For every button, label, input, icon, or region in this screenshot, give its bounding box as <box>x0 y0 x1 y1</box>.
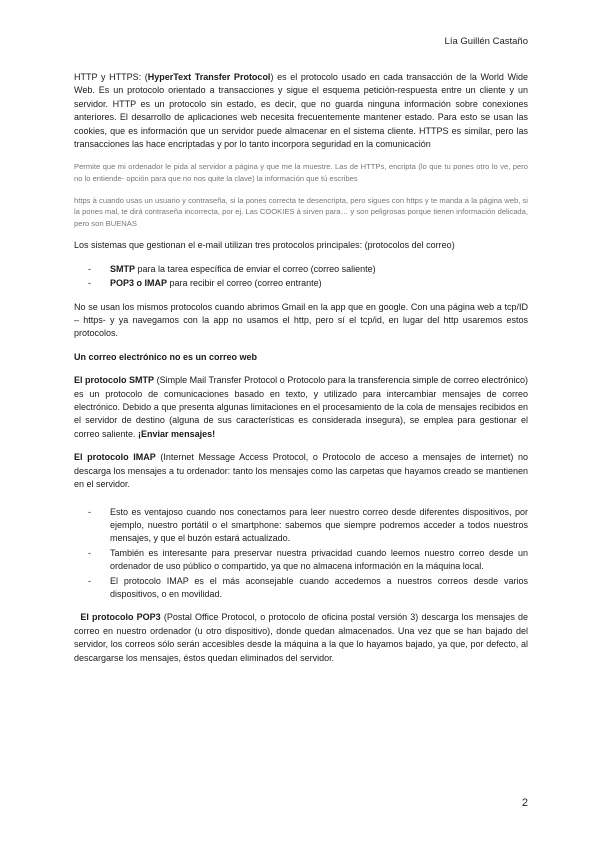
list-item: - Esto es ventajoso cuando nos conectamos para leer nuestro correo desde diferentes dispositivos, por ejemplo, nuestro portátil o el smartphone: sabemos que siempre podremos acceder a todos nuestros mensajes, y que el buzón estará actualizado. <box>74 506 528 546</box>
smtp-paragraph <box>74 374 528 441</box>
gmail-paragraph: No se usan los mismos protocolos cuando abrimos Gmail en la app que en google. Con una página web a tcp/ID – https- y ya navegamos con la app no usamos el http, pero sí el tcp/id, en lugar del http usaremos estos protocolos. <box>74 301 528 339</box>
header-author: Lía Guillén Castaño <box>444 36 528 47</box>
section-title: Un correo electrónico no es un correo web <box>74 351 258 362</box>
http-bold-term: HyperText Transfer Protocol <box>147 72 271 82</box>
imap-rest: (Internet Message Access Protocol, o Protocolo de acceso a mensajes de internet) no descarga los mensajes a tu ordenador: tanto los mensajes como las carpetas que hayamos creado se mantienen en el servidor. <box>74 452 529 490</box>
http-lead: HTTP y HTTPS: ( <box>74 72 148 82</box>
pop3-rest: (Postal Office Protocol, o protocolo de oficina postal versión 3) descarga los mensajes de correo en nuestro ordenador (u otro dispositivo), donde quedan almacenados. Una vez que se han bajado del servidor, los correos sólo serán accesibles desde la máquina a la que lo hayamos bajado, ya que, por defecto, al descargarse los mensajes, éstos quedan eliminados del servidor. <box>74 612 528 663</box>
list-item <box>74 263 528 276</box>
http-paragraph <box>74 71 528 151</box>
imap-advantages-list <box>74 506 528 602</box>
list-item-text: para recibir el correo (correo entrante) <box>167 278 322 289</box>
smtp-bold-term: El protocolo SMTP <box>74 375 155 386</box>
protocols-list <box>74 263 528 291</box>
list-item-text: para la tarea específica de enviar el correo (correo saliente) <box>135 263 376 274</box>
imap-paragraph <box>74 451 528 491</box>
email-protocols-intro: Los sistemas que gestionan el e-mail utilizan tres protocolos principales: (protocolos del correo) <box>74 240 455 251</box>
list-item: - También es interesante para preservar nuestra privacidad cuando leemos nuestro correo desde un ordenador de uso público o compartido, ya que no almacena información en la máquina local. <box>74 547 528 574</box>
smtp-rest: (Simple Mail Transfer Protocol o Protocolo para la transferencia simple de correo electrónico) es un protocolo de comunicaciones basado en texto, y utilizado para intercambiar mensajes de correo electrónico. Debido a que presenta algunas limitaciones en el procesamiento de la cola de mensajes recibidos en el servidor de destino (alguna de sus características es considerada insegura), se emplea para gestionar el correo saliente. <box>74 375 528 439</box>
list-item <box>74 277 528 290</box>
page-content <box>74 71 528 675</box>
note-paragraph-1: Permite que mi ordenador le pida al servidor a página y que me la muestre. Las de HTTPs, encripta (lo que tu pones otro lo ve, pero no lo entiende- opción para que no nos quite la clave) la información que tú escribes <box>74 162 528 184</box>
imap-bold-term: El protocolo IMAP <box>74 452 156 463</box>
list-item: - El protocolo IMAP es el más aconsejable cuando accedemos a nuestros correos desde varios dispositivos, o en movilidad. <box>74 575 528 602</box>
list-item-bold: POP3 o IMAP <box>110 278 168 289</box>
note-paragraph-2: https à cuando usas un usuario y contraseña, si la pones correcta te desencripta, pero sigues con https y te manda a la página web, si la pones mal, te dirá contraseña incorrecta, por ej. Las COOKIES à sirven para… y son peligrosas porque tienen información delicada, pero son BUENAS <box>74 195 528 228</box>
page-number: 2 <box>521 797 528 809</box>
pop3-bold-term: El protocolo POP3 <box>74 612 161 623</box>
list-item-bold: SMTP <box>110 263 136 274</box>
smtp-bold-end: ¡Enviar mensajes! <box>138 428 216 439</box>
http-rest: ) es el protocolo usado en cada transacción de la World Wide Web. Es un protocolo orientado a transacciones y sigue el esquema petición-respuesta entre un cliente y un servidor. HTTP es un protocolo sin estado, es decir, que no guarda ninguna información sobre conexiones anteriores. El desarrollo de aplicaciones web necesita frecuentemente mantener estado. Para esto se usan las cookies, que es información que un servidor puede almacenar en el sistema cliente. HTTPS es similar, pero las transacciones las hace encriptadas y por lo tanto incorpora seguridad en la comunicación <box>74 72 528 150</box>
pop3-paragraph <box>74 611 528 665</box>
